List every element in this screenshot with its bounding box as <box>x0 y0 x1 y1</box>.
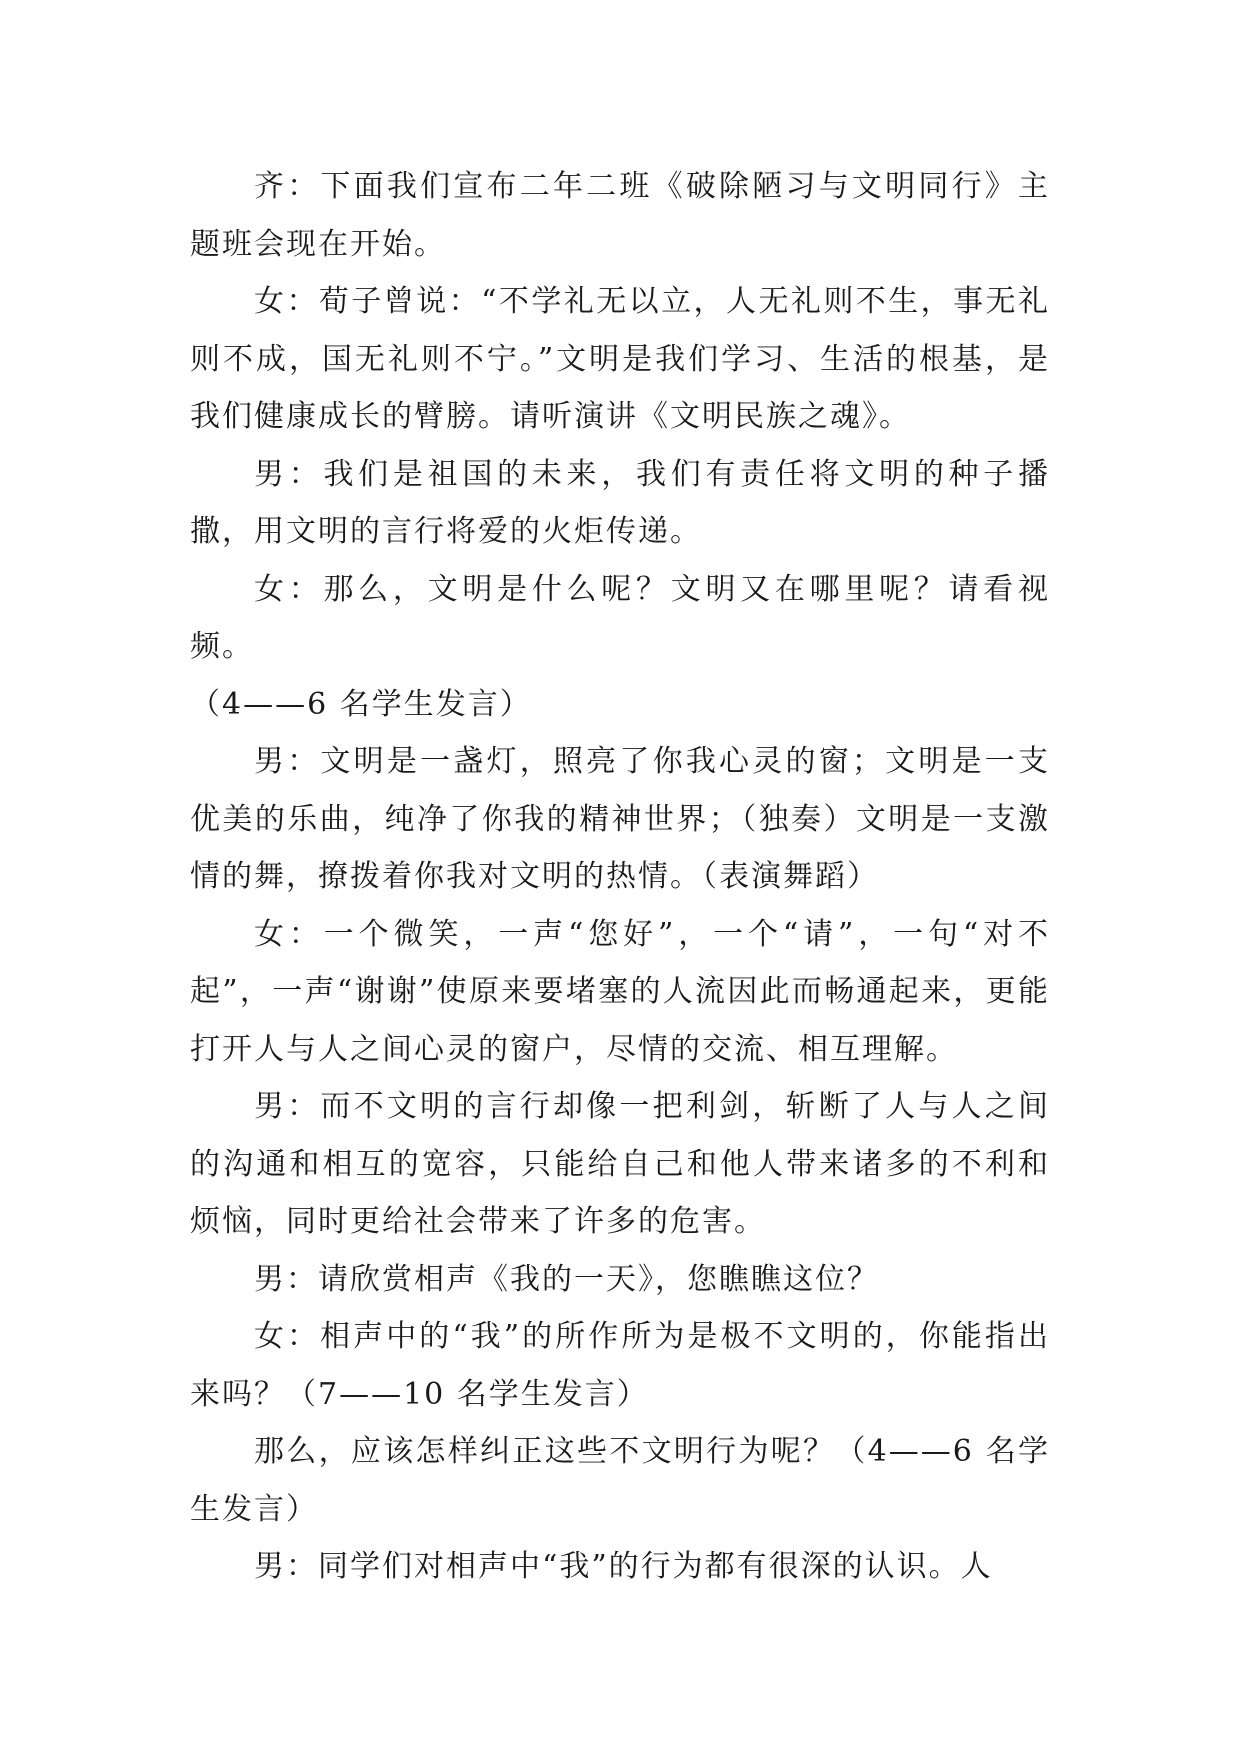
paragraph-7: 女：一个微笑，一声“您好”，一个“请”，一句“对不起”，一声“谢谢”使原来要堵塞的人流因此而畅通起来，更能打开人与人之间心灵的窗户，尽情的交流、相互理解。 <box>190 916 1050 1067</box>
paragraph-9: 男：请欣赏相声《我的一天》，您瞧瞧这位？ <box>254 1261 879 1297</box>
paragraph-12: 男：同学们对相声中“我”的行为都有很深的认识。人 <box>254 1549 993 1584</box>
paragraph-3: 男：我们是祖国的未来，我们有责任将文明的种子播撒，用文明的言行将爱的火炬传递。 <box>190 456 1050 549</box>
paragraph-4: 女：那么，文明是什么呢？文明又在哪里呢？请看视频。 <box>190 571 1050 664</box>
paragraph-10: 女：相声中的“我”的所作所为是极不文明的，你能指出来吗？（7——10 名学生发言） <box>190 1319 1050 1412</box>
paragraph-5: （4——6 名学生发言） <box>190 686 532 722</box>
paragraph-1: 齐：下面我们宣布二年二班《破除陋习与文明同行》主题班会现在开始。 <box>190 169 1050 262</box>
paragraph-8: 男：而不文明的言行却像一把利剑，斩断了人与人之间的沟通和相互的宽容，只能给自己和他人带来诸多的不利和烦恼，同时更给社会带来了许多的危害。 <box>190 1089 1050 1239</box>
paragraph-2: 女：荀子曾说：“不学礼无以立，人无礼则不生，事无礼则不成，国无礼则不宁。”文明是我们学习、生活的根基，是我们健康成长的臂膀。请听演讲《文明民族之魂》。 <box>190 284 1050 434</box>
paragraph-11: 那么，应该怎样纠正这些不文明行为呢？（4——6 名学生发言） <box>190 1434 1050 1527</box>
document-body <box>190 158 1050 1596</box>
paragraph-6: 男：文明是一盏灯，照亮了你我心灵的窗；文明是一支优美的乐曲，纯净了你我的精神世界；（独奏）文明是一支激情的舞，撩拨着你我对文明的热情。（表演舞蹈） <box>190 744 1050 894</box>
